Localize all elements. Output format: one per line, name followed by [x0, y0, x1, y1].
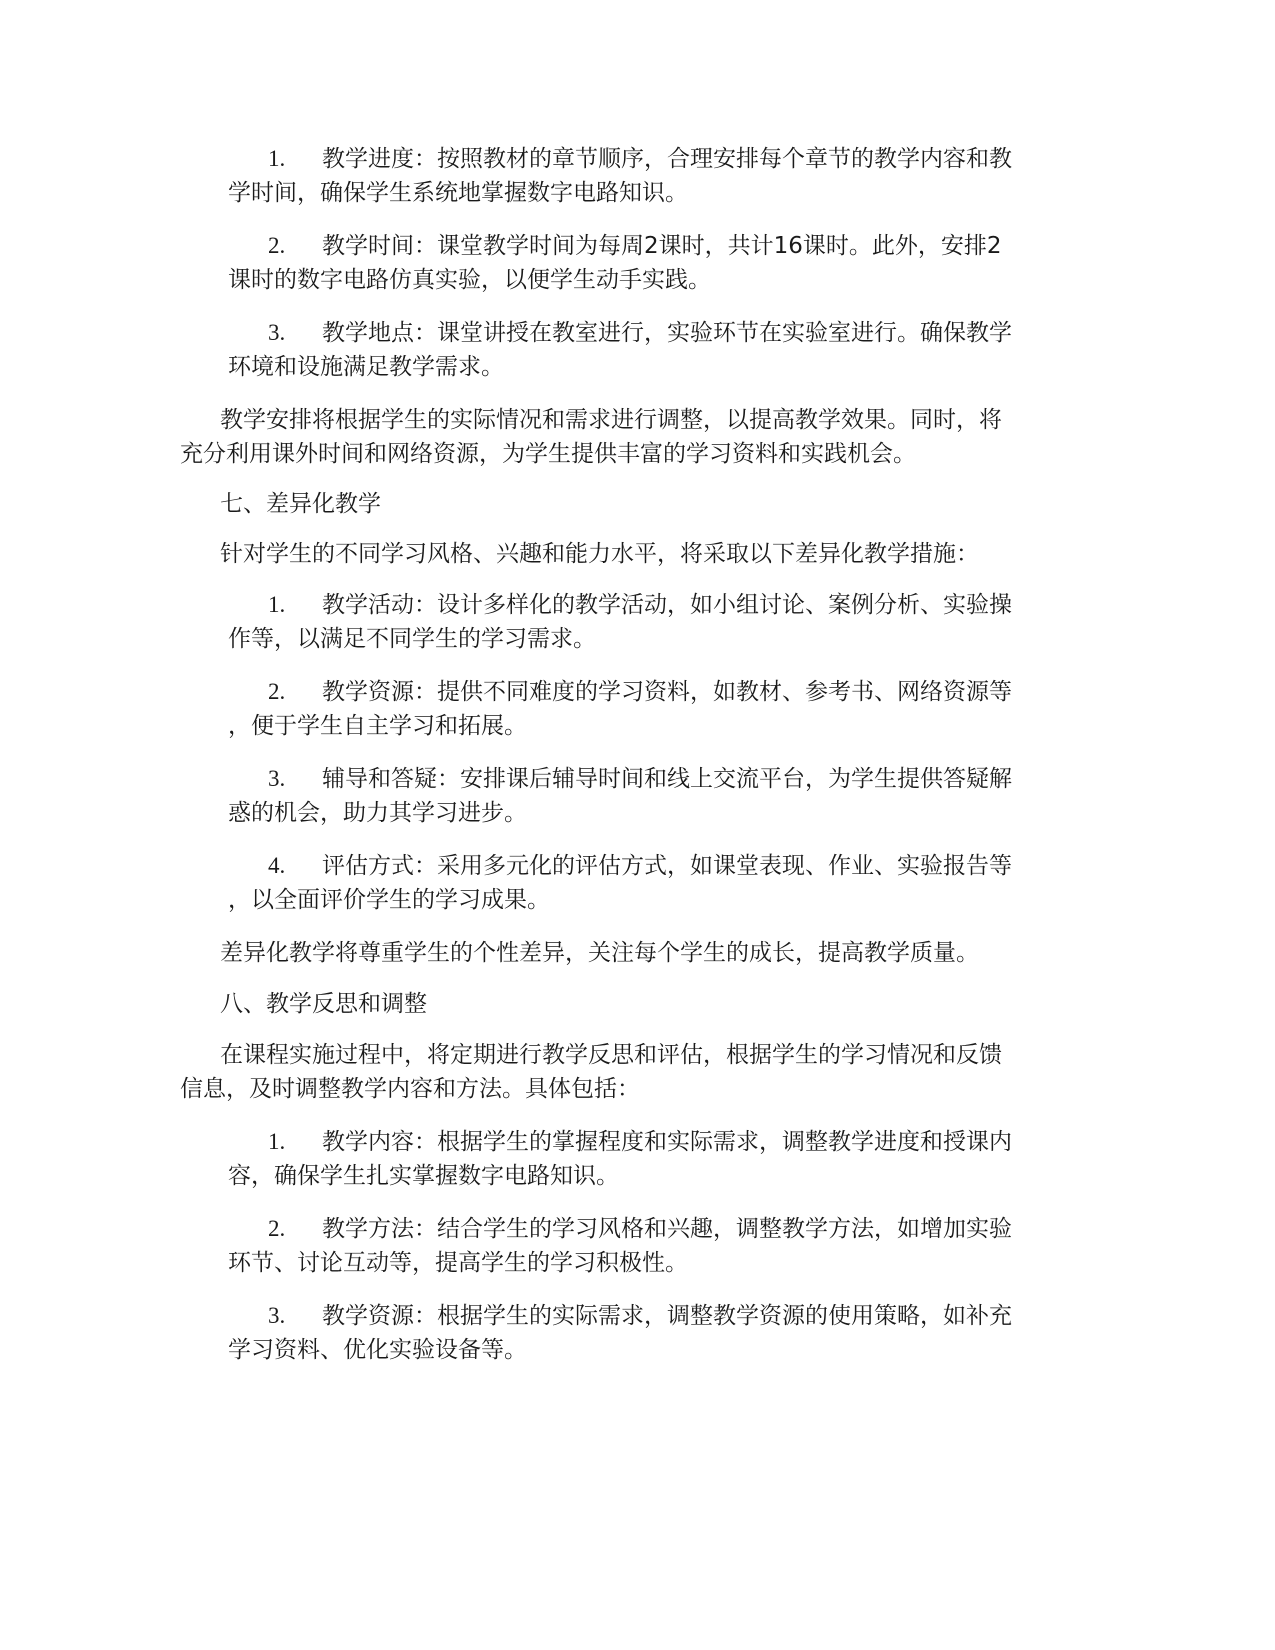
list-number: 3. [268, 766, 286, 791]
paragraph-line: 在课程实施过程中，将定期进行教学反思和评估，根据学生的学习情况和反馈 [220, 1042, 1002, 1068]
list-text-line: 学习资料、优化实验设备等。 [228, 1337, 527, 1363]
list-text-line: 评估方式：采用多元化的评估方式，如课堂表现、作业、实验报告等 [322, 853, 1012, 879]
list-text-line: 教学活动：设计多样化的教学活动，如小组讨论、案例分析、实验操 [322, 592, 1012, 618]
paragraph-line: 信息，及时调整教学内容和方法。具体包括： [180, 1076, 640, 1102]
list-number: 4. [268, 853, 286, 878]
list-number: 2. [268, 679, 286, 704]
list-number: 2. [268, 1216, 286, 1241]
list-number: 1. [268, 146, 286, 171]
list-number: 3. [268, 320, 286, 345]
section-heading-text: 七、差异化教学 [220, 491, 381, 517]
paragraph-line: 差异化教学将尊重学生的个性差异，关注每个学生的成长，提高教学质量。 [220, 940, 979, 966]
list-text-line: 作等，以满足不同学生的学习需求。 [228, 626, 596, 652]
list-text-line: 辅导和答疑：安排课后辅导时间和线上交流平台，为学生提供答疑解 [322, 766, 1012, 792]
list-number: 2. [268, 233, 286, 258]
list-number: 1. [268, 1129, 286, 1154]
list-text-line: ，便于学生自主学习和拓展。 [228, 713, 527, 739]
list-text-line: 教学内容：根据学生的掌握程度和实际需求，调整教学进度和授课内 [322, 1129, 1012, 1155]
list-text-line: 教学资源：提供不同难度的学习资料，如教材、参考书、网络资源等 [322, 679, 1012, 705]
list-text-line: 教学方法：结合学生的学习风格和兴趣，调整教学方法，如增加实验 [322, 1216, 1012, 1242]
section-heading-text: 八、教学反思和调整 [220, 991, 427, 1017]
paragraph-line: 充分利用课外时间和网络资源，为学生提供丰富的学习资料和实践机会。 [180, 441, 916, 467]
list-text-line: 教学进度：按照教材的章节顺序，合理安排每个章节的教学内容和教 [322, 146, 1012, 172]
list-number: 1. [268, 592, 286, 617]
list-text-line: 环境和设施满足教学需求。 [228, 354, 504, 380]
list-text-line: 教学资源：根据学生的实际需求，调整教学资源的使用策略，如补充 [322, 1303, 1012, 1329]
list-text-line: ，以全面评价学生的学习成果。 [228, 887, 550, 913]
list-text-line: 教学地点：课堂讲授在教室进行，实验环节在实验室进行。确保教学 [322, 320, 1012, 346]
list-number: 3. [268, 1303, 286, 1328]
list-text-line: 学时间，确保学生系统地掌握数字电路知识。 [228, 180, 688, 206]
list-text-line: 教学时间：课堂教学时间为每周2课时，共计16课时。此外，安排2 [322, 233, 1002, 259]
paragraph-line: 教学安排将根据学生的实际情况和需求进行调整，以提高教学效果。同时，将 [220, 407, 1002, 433]
paragraph-line: 针对学生的不同学习风格、兴趣和能力水平，将采取以下差异化教学措施： [220, 541, 979, 567]
list-text-line: 惑的机会，助力其学习进步。 [228, 800, 527, 826]
list-text-line: 课时的数字电路仿真实验，以便学生动手实践。 [228, 267, 711, 293]
list-text-line: 容，确保学生扎实掌握数字电路知识。 [228, 1163, 619, 1189]
list-text-line: 环节、讨论互动等，提高学生的学习积极性。 [228, 1250, 688, 1276]
